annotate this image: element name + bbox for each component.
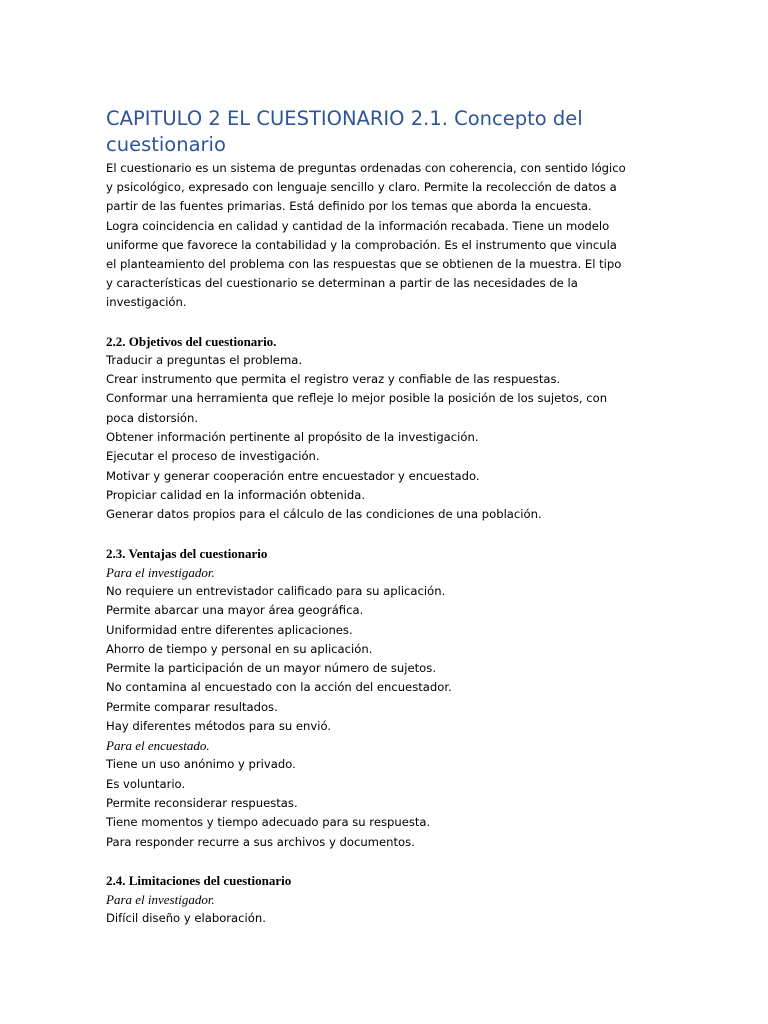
- list-item: Difícil diseño y elaboración.: [106, 911, 266, 926]
- document-page: [106, 106, 626, 929]
- list-item: Permite abarcar una mayor área geográfica.: [106, 603, 364, 618]
- list-item: Ahorro de tiempo y personal en su aplicación.: [106, 641, 373, 656]
- list-item: Ejecutar el proceso de investigación.: [106, 449, 320, 464]
- chapter-title: CAPITULO 2 EL CUESTIONARIO 2.1. Concepto del cuestionario: [106, 107, 583, 156]
- list-item: No requiere un entrevistador calificado para su aplicación.: [106, 583, 446, 598]
- limitations-heading: 2.4. Limitaciones del cuestionario: [106, 872, 292, 888]
- spacer: [106, 852, 626, 871]
- investigator-subheading: Para el investigador.: [106, 564, 215, 580]
- list-item: Tiene momentos y tiempo adecuado para su respuesta.: [106, 815, 431, 830]
- list-item: Permite reconsiderar respuestas.: [106, 796, 298, 811]
- list-item: No contamina al encuestado con la acción del encuestador.: [106, 680, 452, 695]
- intro-paragraph: El cuestionario es un sistema de preguntas ordenadas con coherencia, con sentido lógico y psicológico, expresado con lenguaje sencillo y claro. Permite la recolección de datos a partir de las fuentes primarias. Está definido por los temas que aborda la encuesta. Logra coincidencia en calidad y cantidad de la información recabada. Tiene un modelo uniforme que favorece la contabilidad y la comprobación. Es el instrumento que vincula el planteamiento del problema con las respuestas que se obtienen de la muestra. El tipo y características del cuestionario se determinan a partir de las necesidades de la investigación.: [106, 161, 626, 310]
- investigator-subheading: Para el investigador.: [106, 892, 215, 908]
- advantages-investigator-list: [106, 582, 626, 736]
- list-item: Para responder recurre a sus archivos y documentos.: [106, 834, 415, 849]
- list-item: Permite la participación de un mayor número de sujetos.: [106, 661, 437, 676]
- list-item: Crear instrumento que permita el registro veraz y confiable de las respuestas.: [106, 372, 561, 387]
- list-item: Obtener información pertinente al propósito de la investigación.: [106, 430, 479, 445]
- list-item: Motivar y generar cooperación entre encuestador y encuestado.: [106, 468, 480, 483]
- list-item: Tiene un uso anónimo y privado.: [106, 757, 296, 772]
- list-item: Generar datos propios para el cálculo de las condiciones de una población.: [106, 507, 542, 522]
- list-item: Uniformidad entre diferentes aplicaciones.: [106, 622, 353, 637]
- list-item: Permite comparar resultados.: [106, 699, 278, 714]
- limitations-investigator-list: [106, 909, 626, 928]
- advantages-respondent-list: [106, 755, 626, 851]
- respondent-subheading: Para el encuestado.: [106, 738, 210, 754]
- objectives-heading: 2.2. Objetivos del cuestionario.: [106, 333, 277, 349]
- list-item: Es voluntario.: [106, 776, 186, 791]
- list-item: Traducir a preguntas el problema.: [106, 352, 303, 367]
- spacer: [106, 525, 626, 544]
- list-item: Hay diferentes métodos para su envió.: [106, 718, 332, 733]
- advantages-heading: 2.3. Ventajas del cuestionario: [106, 545, 268, 561]
- spacer: [106, 313, 626, 332]
- list-item: Conformar una herramienta que refleje lo mejor posible la posición de los sujetos, con poca distorsión.: [106, 391, 608, 425]
- objectives-list: [106, 351, 626, 525]
- list-item: Propiciar calidad en la información obtenida.: [106, 487, 366, 502]
